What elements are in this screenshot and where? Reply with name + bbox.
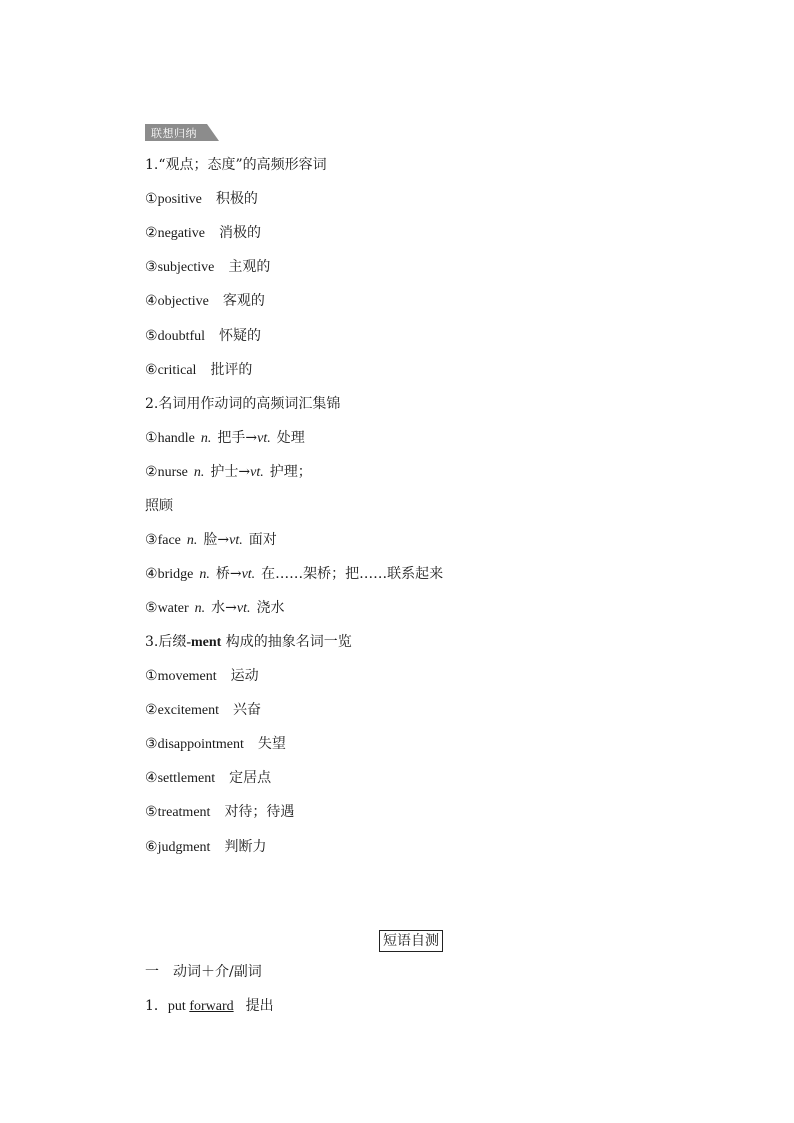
list-item: ①movement 运动 bbox=[145, 668, 259, 684]
list-item: ⑤treatment 对待；待遇 bbox=[145, 804, 295, 820]
list-item: ⑥critical 批评的 bbox=[145, 362, 253, 378]
list-item: ③subjective 主观的 bbox=[145, 259, 271, 275]
phrase-test-item: 1．put forward 提出 bbox=[145, 998, 274, 1014]
answer-underlined: forward bbox=[189, 999, 234, 1014]
list-item-continuation: 照顾 bbox=[145, 498, 173, 514]
section-tag bbox=[145, 124, 219, 141]
list-item: ④bridge n. 桥→vt. 在……架桥；把……联系起来 bbox=[145, 566, 444, 582]
section2-heading: 2.名词用作动词的高频词汇集锦 bbox=[145, 396, 341, 412]
list-item: ③face n. 脸→vt. 面对 bbox=[145, 532, 277, 548]
list-item: ②negative 消极的 bbox=[145, 225, 261, 241]
list-item: ①positive 积极的 bbox=[145, 191, 258, 207]
list-item: ⑥judgment 判断力 bbox=[145, 839, 267, 855]
phrase-test-subheading: 一 动词＋介/副词 bbox=[145, 964, 262, 980]
list-item: ⑤doubtful 怀疑的 bbox=[145, 328, 262, 344]
phrase-test-title: 短语自测 bbox=[379, 930, 443, 952]
tag-label: 联想归纳 bbox=[151, 127, 197, 140]
section1-heading: 1.“观点；态度”的高频形容词 bbox=[145, 157, 327, 173]
list-item: ⑤water n. 水→vt. 浇水 bbox=[145, 600, 285, 616]
section3-heading: 3.后缀-ment 构成的抽象名词一览 bbox=[145, 634, 352, 650]
list-item: ④objective 客观的 bbox=[145, 293, 265, 309]
list-item: ②excitement 兴奋 bbox=[145, 702, 261, 718]
list-item: ③disappointment 失望 bbox=[145, 736, 286, 752]
list-item: ②nurse n. 护士→vt. 护理； bbox=[145, 464, 312, 480]
list-item: ①handle n. 把手→vt. 处理 bbox=[145, 430, 305, 446]
list-item: ④settlement 定居点 bbox=[145, 770, 272, 786]
